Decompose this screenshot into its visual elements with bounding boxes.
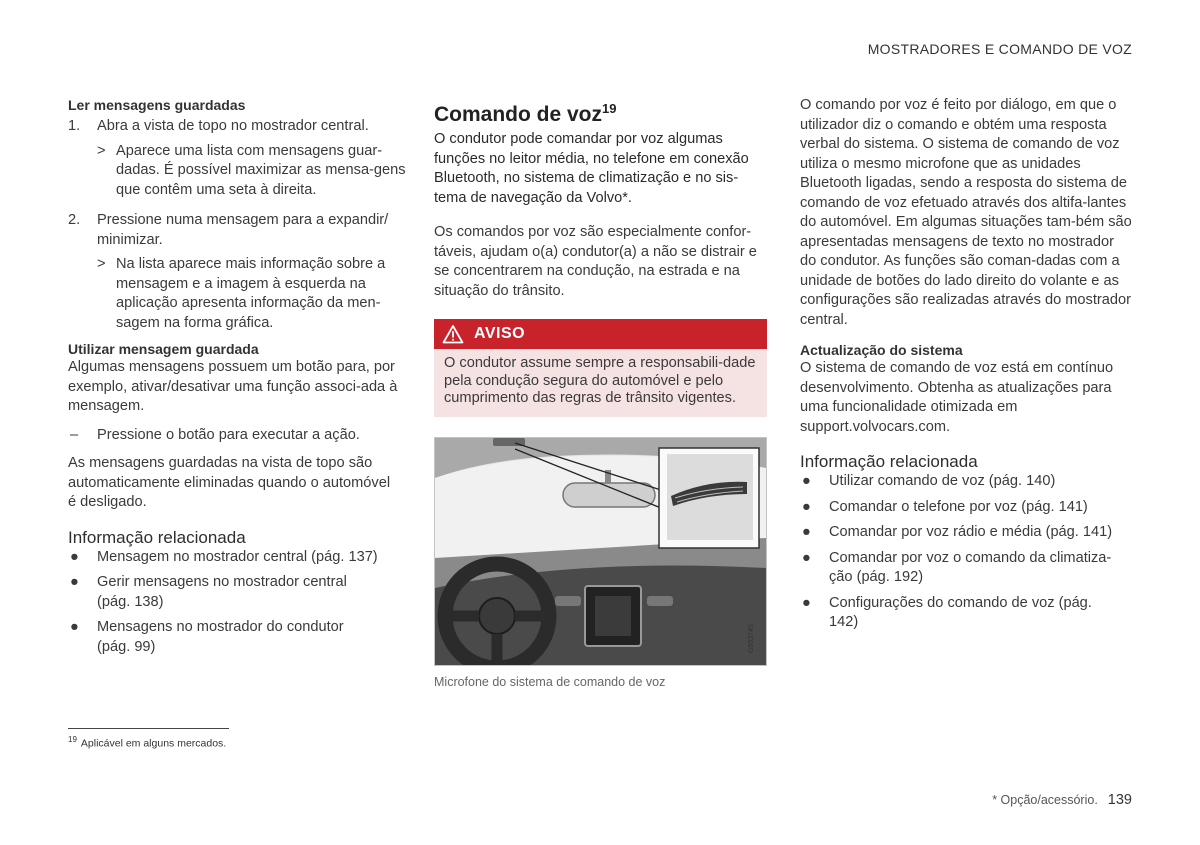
footnote — [68, 735, 226, 750]
warning-text: O condutor assume sempre a responsabili-dade pela condução segura do automóvel e pelo cumprimento das regras de trânsito vigentes. — [434, 349, 767, 417]
bullet-icon: ● — [802, 524, 811, 540]
related-info-heading: Informação relacionada — [68, 527, 246, 547]
bullet-icon: ● — [70, 548, 79, 565]
option-accessory-note: * Opção/acessório. — [992, 793, 1098, 807]
step-1 — [68, 117, 402, 137]
action-text: Pressione o botão para executar a ação. — [97, 426, 360, 443]
footnote-divider — [68, 728, 229, 729]
related-link[interactable] — [68, 573, 377, 612]
related-link[interactable] — [800, 498, 1132, 518]
related-link[interactable] — [68, 618, 377, 657]
related-link-text: Comandar por voz o comando da climatiza-ção (pág. 192) — [829, 549, 1112, 585]
footnote-ref[interactable]: 19 — [602, 101, 617, 116]
warning-box — [434, 319, 767, 417]
figure-caption: Microfone do sistema de comando de voz — [434, 674, 666, 689]
bullet-icon: ● — [70, 619, 79, 635]
step-number: 1. — [68, 118, 81, 134]
step-2 — [68, 211, 402, 250]
result-text: Na lista aparece mais informação sobre a mensagem e a imagem à esquerda na aplicação apresenta informação da men-sagem na forma gráfica. — [116, 256, 386, 331]
related-link-text: Comandar por voz rádio e média (pág. 141) — [829, 524, 1113, 540]
bullet-icon: ● — [802, 594, 811, 611]
related-link-text: Mensagem no mostrador central (pág. 137) — [97, 548, 378, 565]
figure-code: G053745 — [748, 623, 755, 653]
title-text: Comando de voz — [434, 103, 603, 126]
step-1-result — [68, 142, 406, 201]
column-right — [800, 96, 1132, 633]
car-interior-illustration — [435, 438, 766, 665]
related-link[interactable] — [800, 594, 1109, 633]
step-2-result — [68, 255, 406, 333]
dash-marker: – — [70, 426, 79, 443]
page-number: 139 — [1107, 792, 1132, 808]
warning-title: AVISO — [474, 325, 526, 342]
subheading-use-message: Utilizar mensagem guardada — [68, 341, 259, 357]
footnote-number: 19 — [68, 735, 77, 744]
result-marker: > — [97, 256, 106, 272]
step-text: Abra a vista de topo no mostrador central. — [97, 118, 369, 134]
subheading-read-messages: Ler mensagens guardadas — [68, 97, 246, 113]
column-middle — [434, 96, 767, 689]
related-link[interactable] — [800, 472, 1132, 492]
bullet-icon: ● — [802, 473, 811, 489]
bullet-icon: ● — [70, 574, 79, 590]
subheading-system-update: Actualização do sistema — [800, 342, 963, 358]
related-link[interactable] — [68, 548, 402, 568]
body-paragraph: Os comandos por voz são especialmente confor-táveis, ajudam o(a) condutor(a) a não se distrair e se concentrarem na condução, na estrada e na situação do trânsito. — [434, 224, 757, 299]
related-link-text: Utilizar comando de voz (pág. 140) — [829, 473, 1056, 489]
section-title — [434, 96, 767, 128]
intro-paragraph: O comando por voz é feito por diálogo, em que o utilizador diz o comando e obtém uma resposta verbal do sistema. O sistema de comando de voz utiliza o mesmo microfone que as unidades Bluetooth ligadas, sendo a resposta do sistema de comando de voz efetuado através dos altifa-lantes do automóvel. Em algumas situações tam-bém são apresentadas mensagens de texto no mostrador do condutor. As funções são coman-dadas com a unidade de botões do lado direito do volante e as configurações são realizadas através do mostrador central. — [800, 97, 1132, 328]
paragraph-auto-delete: As mensagens guardadas na vista de topo são automaticamente eliminadas quando o automóvel é desligado. — [68, 455, 391, 510]
step-number: 2. — [68, 212, 81, 228]
running-header: MOSTRADORES E COMANDO DE VOZ — [867, 41, 1132, 57]
related-link-text: Mensagens no mostrador do condutor (pág. 99) — [97, 619, 344, 655]
bullet-icon: ● — [802, 498, 811, 515]
result-marker: > — [97, 142, 106, 159]
related-link[interactable] — [800, 523, 1132, 543]
related-link-text: Gerir mensagens no mostrador central (pág. 138) — [97, 574, 347, 610]
bullet-icon: ● — [802, 549, 811, 566]
page-footer — [992, 792, 1132, 808]
update-paragraph: O sistema de comando de voz está em contínuo desenvolvimento. Obtenha as atualizações para uma funcionalidade otimizada em support.volvocars.com. — [800, 360, 1114, 435]
result-text: Aparece uma lista com mensagens guar-dadas. É possível maximizar as mensa-gens que contêm uma seta à direita. — [116, 142, 406, 198]
related-link-text: Comandar o telefone por voz (pág. 141) — [829, 498, 1088, 515]
paragraph-use-message: Algumas mensagens possuem um botão para, por exemplo, ativar/desativar uma função associ-ada à mensagem. — [68, 359, 398, 414]
action-item — [68, 426, 402, 446]
column-left — [68, 96, 406, 657]
figure-microphone — [434, 437, 767, 666]
warning-header — [434, 319, 767, 349]
lead-paragraph: O condutor pode comandar por voz algumas funções no leitor média, no telefone em conexão Bluetooth, no sistema de climatização e no sis-tema de navegação da Volvo*. — [434, 131, 749, 206]
step-text: Pressione numa mensagem para a expandir/ minimizar. — [97, 212, 389, 248]
warning-triangle-icon — [442, 324, 464, 344]
footnote-text: Aplicável em alguns mercados. — [80, 737, 227, 750]
related-link[interactable] — [800, 549, 1129, 588]
related-link-text: Configurações do comando de voz (pág. 142) — [829, 594, 1092, 630]
related-info-heading: Informação relacionada — [800, 452, 978, 471]
